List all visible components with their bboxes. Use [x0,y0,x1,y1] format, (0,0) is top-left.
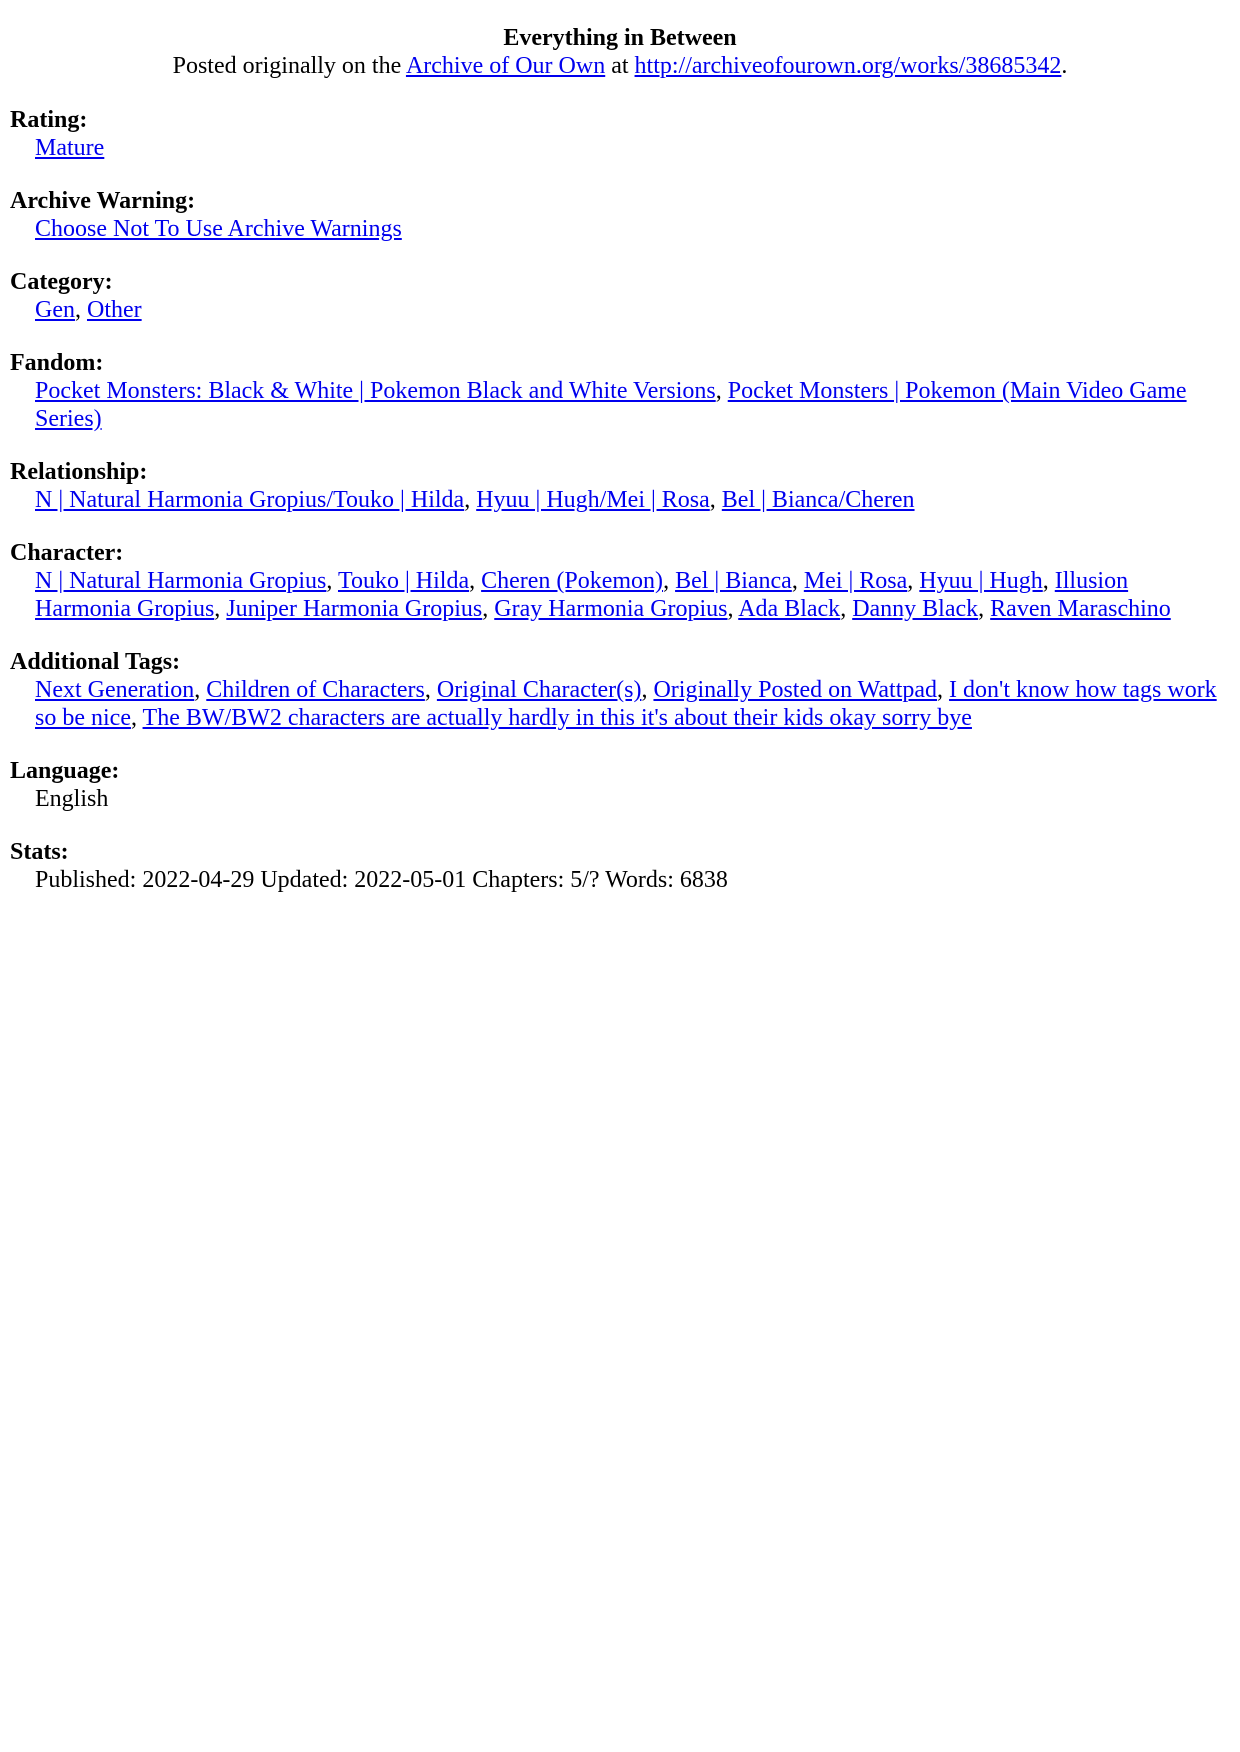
tag-link[interactable]: Mei | Rosa [803,568,908,594]
tag-link[interactable]: N | Natural Harmonia Gropius [35,568,327,594]
field-additional-tags [10,648,1230,732]
tag-link[interactable]: Touko | Hilda [337,568,470,594]
tag-link[interactable]: Pocket Monsters | Pokemon (Main Video Game Series) [35,378,1187,432]
tag-link[interactable]: The BW/BW2 characters are actually hardly in this it's about their kids okay sorry bye [142,705,972,731]
tag-link[interactable]: Mature [35,135,105,161]
field-label-character: Character: [10,540,124,566]
tag-link[interactable]: Original Character(s) [436,677,642,703]
field-archive-warning [10,187,1230,243]
tag-link[interactable]: Cheren (Pokemon) [481,568,664,594]
field-label-stats: Stats: [10,839,69,865]
posted-mid: at [605,53,635,79]
tag-link[interactable]: Danny Black [852,596,979,622]
work-header [0,0,1240,80]
posted-prefix: Posted originally on the [172,53,406,79]
field-value-relationship: N | Natural Harmonia Gropius/Touko | Hilda, Hyuu | Hugh/Mei | Rosa, Bel | Bianca/Cheren [35,487,915,513]
tag-link[interactable]: Other [86,297,142,323]
field-label-category: Category: [10,269,113,295]
tag-link[interactable]: Children of Characters [206,677,425,703]
field-text: English [35,786,109,812]
work-title: Everything in Between [503,25,737,51]
work-url-link[interactable]: http://archiveofourown.org/works/38685342 [634,53,1062,79]
tag-link[interactable]: Originally Posted on Wattpad [653,677,938,703]
field-label-rating: Rating: [10,107,88,133]
field-value-archive-warning [10,215,1230,243]
tag-link[interactable]: Next Generation [35,677,195,703]
field-language [10,757,1230,813]
posted-line [0,52,1240,80]
tag-link[interactable]: Ada Black [738,596,841,622]
field-value-additional-tags: Next Generation, Children of Characters, Original Character(s), Originally Posted on Wattpad, I don't know how tags work so be nice, The BW/BW2 characters are actually hardly in this it's about their kids okay sorry bye [35,677,1217,731]
field-value-language [10,785,1230,813]
tag-link[interactable]: Gen [35,297,75,323]
tag-link[interactable]: Hyuu | Hugh/Mei | Rosa [476,487,710,513]
work-metadata [0,106,1240,894]
tag-link[interactable]: Bel | Bianca [675,568,792,594]
tag-link[interactable]: Juniper Harmonia Gropius [226,596,483,622]
tag-link[interactable]: Raven Maraschino [990,596,1171,622]
posted-suffix: . [1061,53,1068,79]
field-value-stats [10,866,1230,894]
field-fandom [10,349,1230,433]
tag-link[interactable]: Hyuu | Hugh [919,568,1043,594]
tag-link[interactable]: Bel | Bianca/Cheren [721,487,915,513]
tag-link[interactable]: Choose Not To Use Archive Warnings [35,216,402,242]
tag-link[interactable]: Pocket Monsters: Black & White | Pokemon Black and White Versions [35,378,716,404]
field-category [10,268,1230,324]
field-text: Published: 2022-04-29 Updated: 2022-05-01 Chapters: 5/? Words: 6838 [35,867,728,893]
field-character [10,539,1230,623]
tag-link[interactable]: Illusion Harmonia Gropius [35,568,1129,622]
field-value-character: N | Natural Harmonia Gropius, Touko | Hilda, Cheren (Pokemon), Bel | Bianca, Mei | Rosa, Hyuu | Hugh, Illusion Harmonia Gropius, Juniper Harmonia Gropius, Gray Harmonia Gropius, Ada Black, Danny Black, Raven Maraschino [35,568,1171,622]
field-value-fandom: Pocket Monsters: Black & White | Pokemon Black and White Versions, Pocket Monsters | Pokemon (Main Video Game Series) [35,378,1187,432]
field-label-additional-tags: Additional Tags: [10,649,181,675]
field-rating [10,106,1230,162]
tag-link[interactable]: N | Natural Harmonia Gropius/Touko | Hilda [35,487,465,513]
field-label-archive-warning: Archive Warning: [10,188,196,214]
tag-link[interactable]: I don't know how tags work so be nice [35,677,1217,731]
field-label-relationship: Relationship: [10,459,148,485]
field-value-rating [10,134,1230,162]
tag-link[interactable]: Gray Harmonia Gropius [494,596,728,622]
archive-link[interactable]: Archive of Our Own [405,53,606,79]
field-value-category: Gen, Other [35,297,142,323]
field-label-fandom: Fandom: [10,350,104,376]
field-relationship [10,458,1230,514]
field-stats [10,838,1230,894]
field-label-language: Language: [10,758,120,784]
